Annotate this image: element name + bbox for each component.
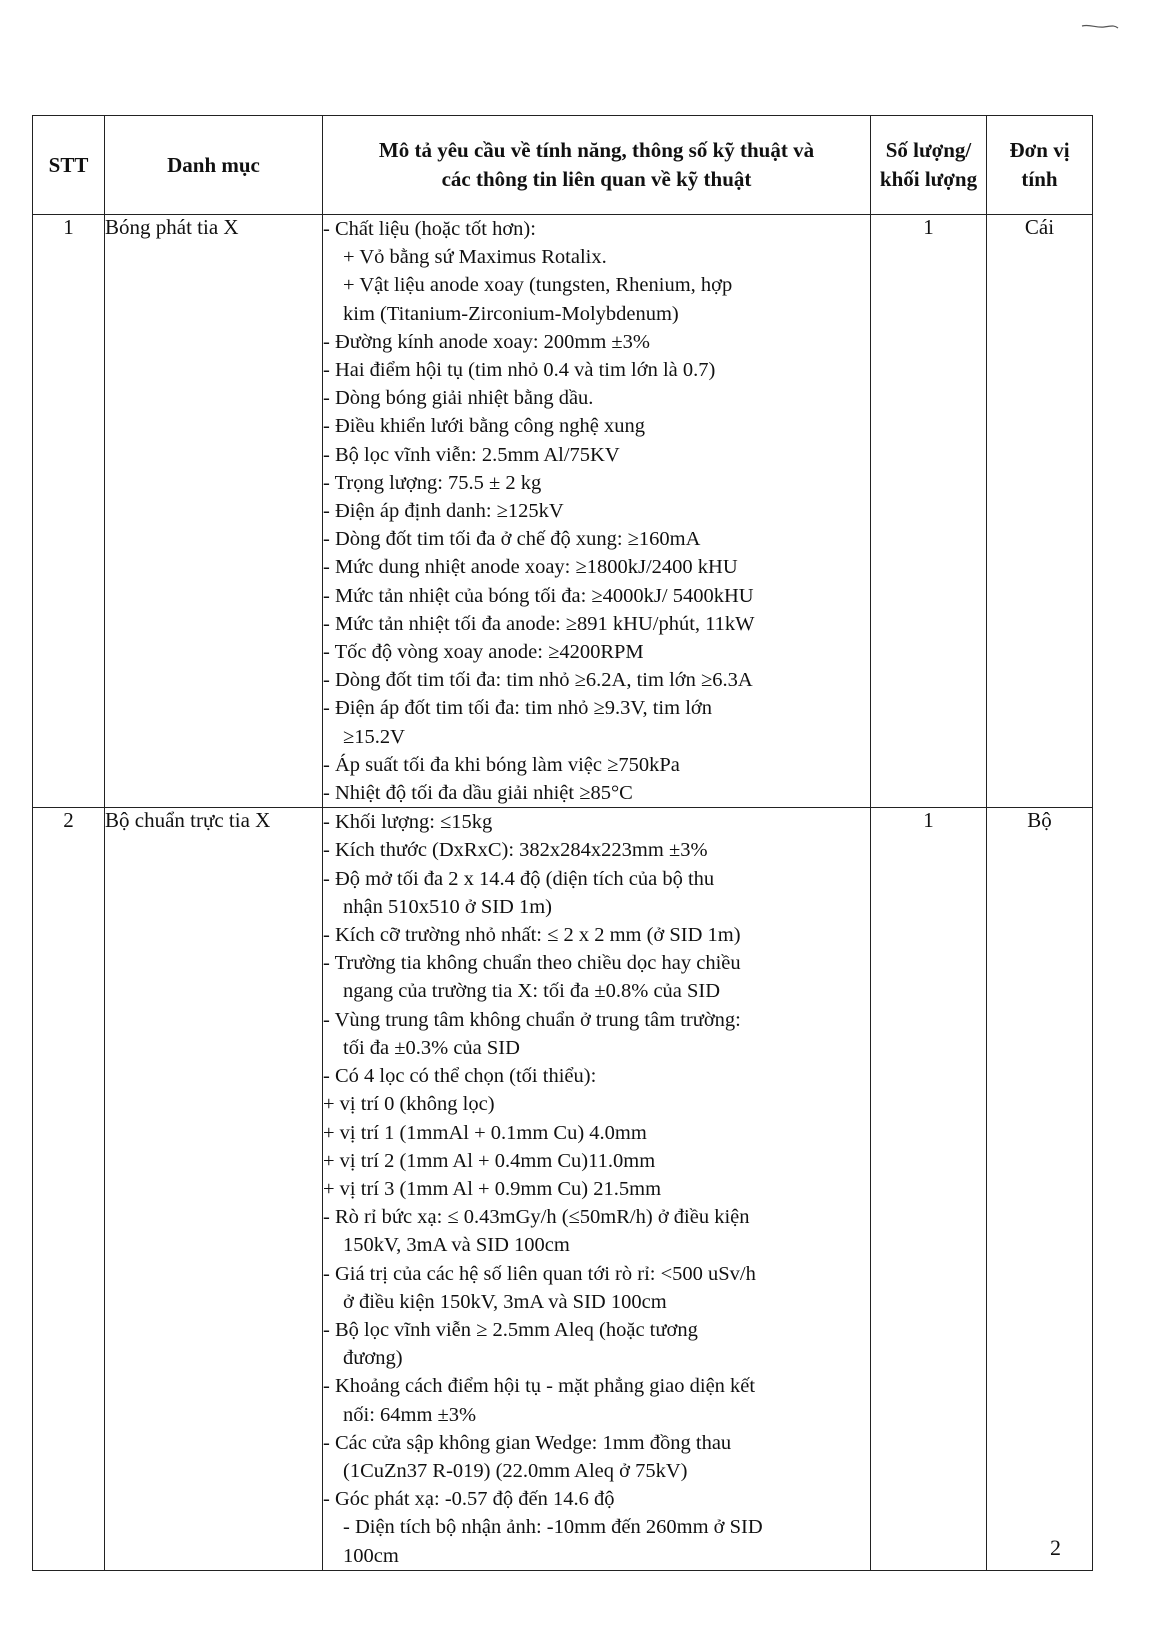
- spec-line: ngang của trường tia X: tối đa ±0.8% của SID: [343, 980, 721, 1003]
- spec-line: - Mức tản nhiệt của bóng tối đa: ≥4000kJ/ 5400kHU: [323, 584, 754, 607]
- header-so-luong-line-2: khối lượng: [879, 167, 978, 191]
- spec-line: - Trọng lượng: 75.5 ± 2 kg: [323, 471, 542, 494]
- spec-line: ở điều kiện 150kV, 3mA và SID 100cm: [343, 1290, 667, 1313]
- row-quantity: 1: [871, 215, 987, 808]
- header-so-luong-line-1: Số lượng/: [885, 138, 972, 162]
- header-stt: STT: [33, 116, 105, 215]
- spec-line: - Rò rỉ bức xạ: ≤ 0.43mGy/h (≤50mR/h) ở điều kiện: [323, 1206, 750, 1229]
- table-row: [33, 215, 1093, 808]
- row-name: Bóng phát tia X: [105, 215, 323, 808]
- table-row: [33, 808, 1093, 1570]
- spec-line: - Dòng bóng giải nhiệt bằng dầu.: [323, 387, 594, 410]
- spec-line: - Độ mở tối đa 2 x 14.4 độ (diện tích của bộ thu: [323, 867, 715, 890]
- spec-line: - Dòng đốt tim tối đa: tim nhỏ ≥6.2A, tim lớn ≥6.3A: [323, 669, 753, 692]
- header-don-vi: [987, 116, 1093, 215]
- row-description: [323, 215, 871, 808]
- header-don-vi-line-1: Đơn vị: [1009, 138, 1070, 162]
- spec-line: - Chất liệu (hoặc tốt hơn):: [323, 218, 536, 240]
- spec-line: - Trường tia không chuẩn theo chiều dọc hay chiều: [323, 952, 741, 975]
- spec-line: + vị trí 3 (1mm Al + 0.9mm Cu) 21.5mm: [323, 1177, 662, 1200]
- spec-line: nối: 64mm ±3%: [343, 1403, 477, 1426]
- header-danh-muc: Danh mục: [105, 116, 323, 215]
- spec-list: [323, 808, 870, 1569]
- page-number: 2: [1050, 1535, 1061, 1560]
- spec-line: + vị trí 2 (1mm Al + 0.4mm Cu)11.0mm: [323, 1149, 656, 1172]
- spec-line: đương): [343, 1347, 403, 1370]
- row-stt: 2: [33, 808, 105, 1570]
- spec-line: - Đường kính anode xoay: 200mm ±3%: [323, 330, 650, 353]
- spec-line: - Bộ lọc vĩnh viễn: 2.5mm Al/75KV: [323, 443, 620, 466]
- spec-line: - Giá trị của các hệ số liên quan tới rò rỉ: <500 uSv/h: [323, 1262, 756, 1285]
- row-stt: 1: [33, 215, 105, 808]
- spec-line: - Hai điểm hội tụ (tim nhỏ 0.4 và tim lớn là 0.7): [323, 359, 716, 382]
- row-description: [323, 808, 871, 1570]
- row-name: Bộ chuẩn trực tia X: [105, 808, 323, 1570]
- spec-line: - Điện áp định danh: ≥125kV: [323, 500, 564, 523]
- row-unit: Cái: [987, 215, 1093, 808]
- spec-line: 100cm: [343, 1544, 399, 1567]
- spec-line: - Nhiệt độ tối đa dầu giải nhiệt ≥85°C: [323, 782, 633, 805]
- spec-line: - Mức dung nhiệt anode xoay: ≥1800kJ/2400 kHU: [323, 556, 738, 579]
- spec-line: + vị trí 1 (1mmAl + 0.1mm Cu) 4.0mm: [323, 1121, 647, 1144]
- spec-line: + vị trí 0 (không lọc): [323, 1093, 495, 1116]
- spec-line: - Vùng trung tâm không chuẩn ở trung tâm trường:: [323, 1008, 741, 1031]
- spec-line: - Góc phát xạ: -0.57 độ đến 14.6 độ: [323, 1488, 615, 1511]
- spec-line: - Điều khiển lưới bằng công nghệ xung: [323, 415, 645, 438]
- spec-line: (1CuZn37 R-019) (22.0mm Aleq ở 75kV): [343, 1459, 688, 1482]
- scan-mark: [1080, 22, 1120, 30]
- spec-line: + Vật liệu anode xoay (tungsten, Rhenium, hợp: [343, 274, 733, 297]
- spec-line: - Có 4 lọc có thể chọn (tối thiểu):: [323, 1065, 597, 1088]
- spec-line: + Vỏ bằng sứ Maximus Rotalix.: [343, 246, 607, 269]
- header-mo-ta: [323, 116, 871, 215]
- header-mo-ta-line-2: các thông tin liên quan về kỹ thuật: [441, 167, 752, 191]
- header-mo-ta-line-1: Mô tả yêu cầu về tính năng, thông số kỹ thuật và: [378, 138, 815, 162]
- spec-line: kim (Titanium-Zirconium-Molybdenum): [343, 302, 679, 325]
- spec-line: - Các cửa sập không gian Wedge: 1mm đồng thau: [323, 1431, 732, 1454]
- spec-line: - Tốc độ vòng xoay anode: ≥4200RPM: [323, 641, 644, 664]
- header-row: [33, 116, 1093, 215]
- spec-line: - Mức tản nhiệt tối đa anode: ≥891 kHU/phút, 11kW: [323, 612, 755, 635]
- spec-line: - Bộ lọc vĩnh viễn ≥ 2.5mm Aleq (hoặc tương: [323, 1318, 698, 1341]
- spec-line: - Diện tích bộ nhận ảnh: -10mm đến 260mm ở SID: [343, 1516, 763, 1539]
- spec-table: [32, 115, 1093, 1571]
- row-quantity: 1: [871, 808, 987, 1570]
- row-unit: Bộ: [987, 808, 1093, 1570]
- spec-line: - Dòng đốt tim tối đa ở chế độ xung: ≥160mA: [323, 528, 701, 551]
- spec-line: nhận 510x510 ở SID 1m): [343, 895, 552, 918]
- spec-line: - Khối lượng: ≤15kg: [323, 811, 493, 834]
- spec-line: - Áp suất tối đa khi bóng làm việc ≥750kPa: [323, 753, 680, 776]
- spec-line: 150kV, 3mA và SID 100cm: [343, 1234, 570, 1257]
- spec-line: - Điện áp đốt tim tối đa: tim nhỏ ≥9.3V, tim lớn: [323, 697, 712, 720]
- spec-line: ≥15.2V: [343, 725, 405, 748]
- spec-line: tối đa ±0.3% của SID: [343, 1036, 520, 1059]
- spec-list: [323, 215, 870, 807]
- spec-line: - Kích thước (DxRxC): 382x284x223mm ±3%: [323, 839, 708, 862]
- spec-line: - Khoảng cách điểm hội tụ - mặt phẳng giao diện kết: [323, 1375, 756, 1398]
- header-don-vi-line-2: tính: [1021, 167, 1058, 191]
- spec-line: - Kích cỡ trường nhỏ nhất: ≤ 2 x 2 mm (ở SID 1m): [323, 924, 741, 947]
- header-so-luong: [871, 116, 987, 215]
